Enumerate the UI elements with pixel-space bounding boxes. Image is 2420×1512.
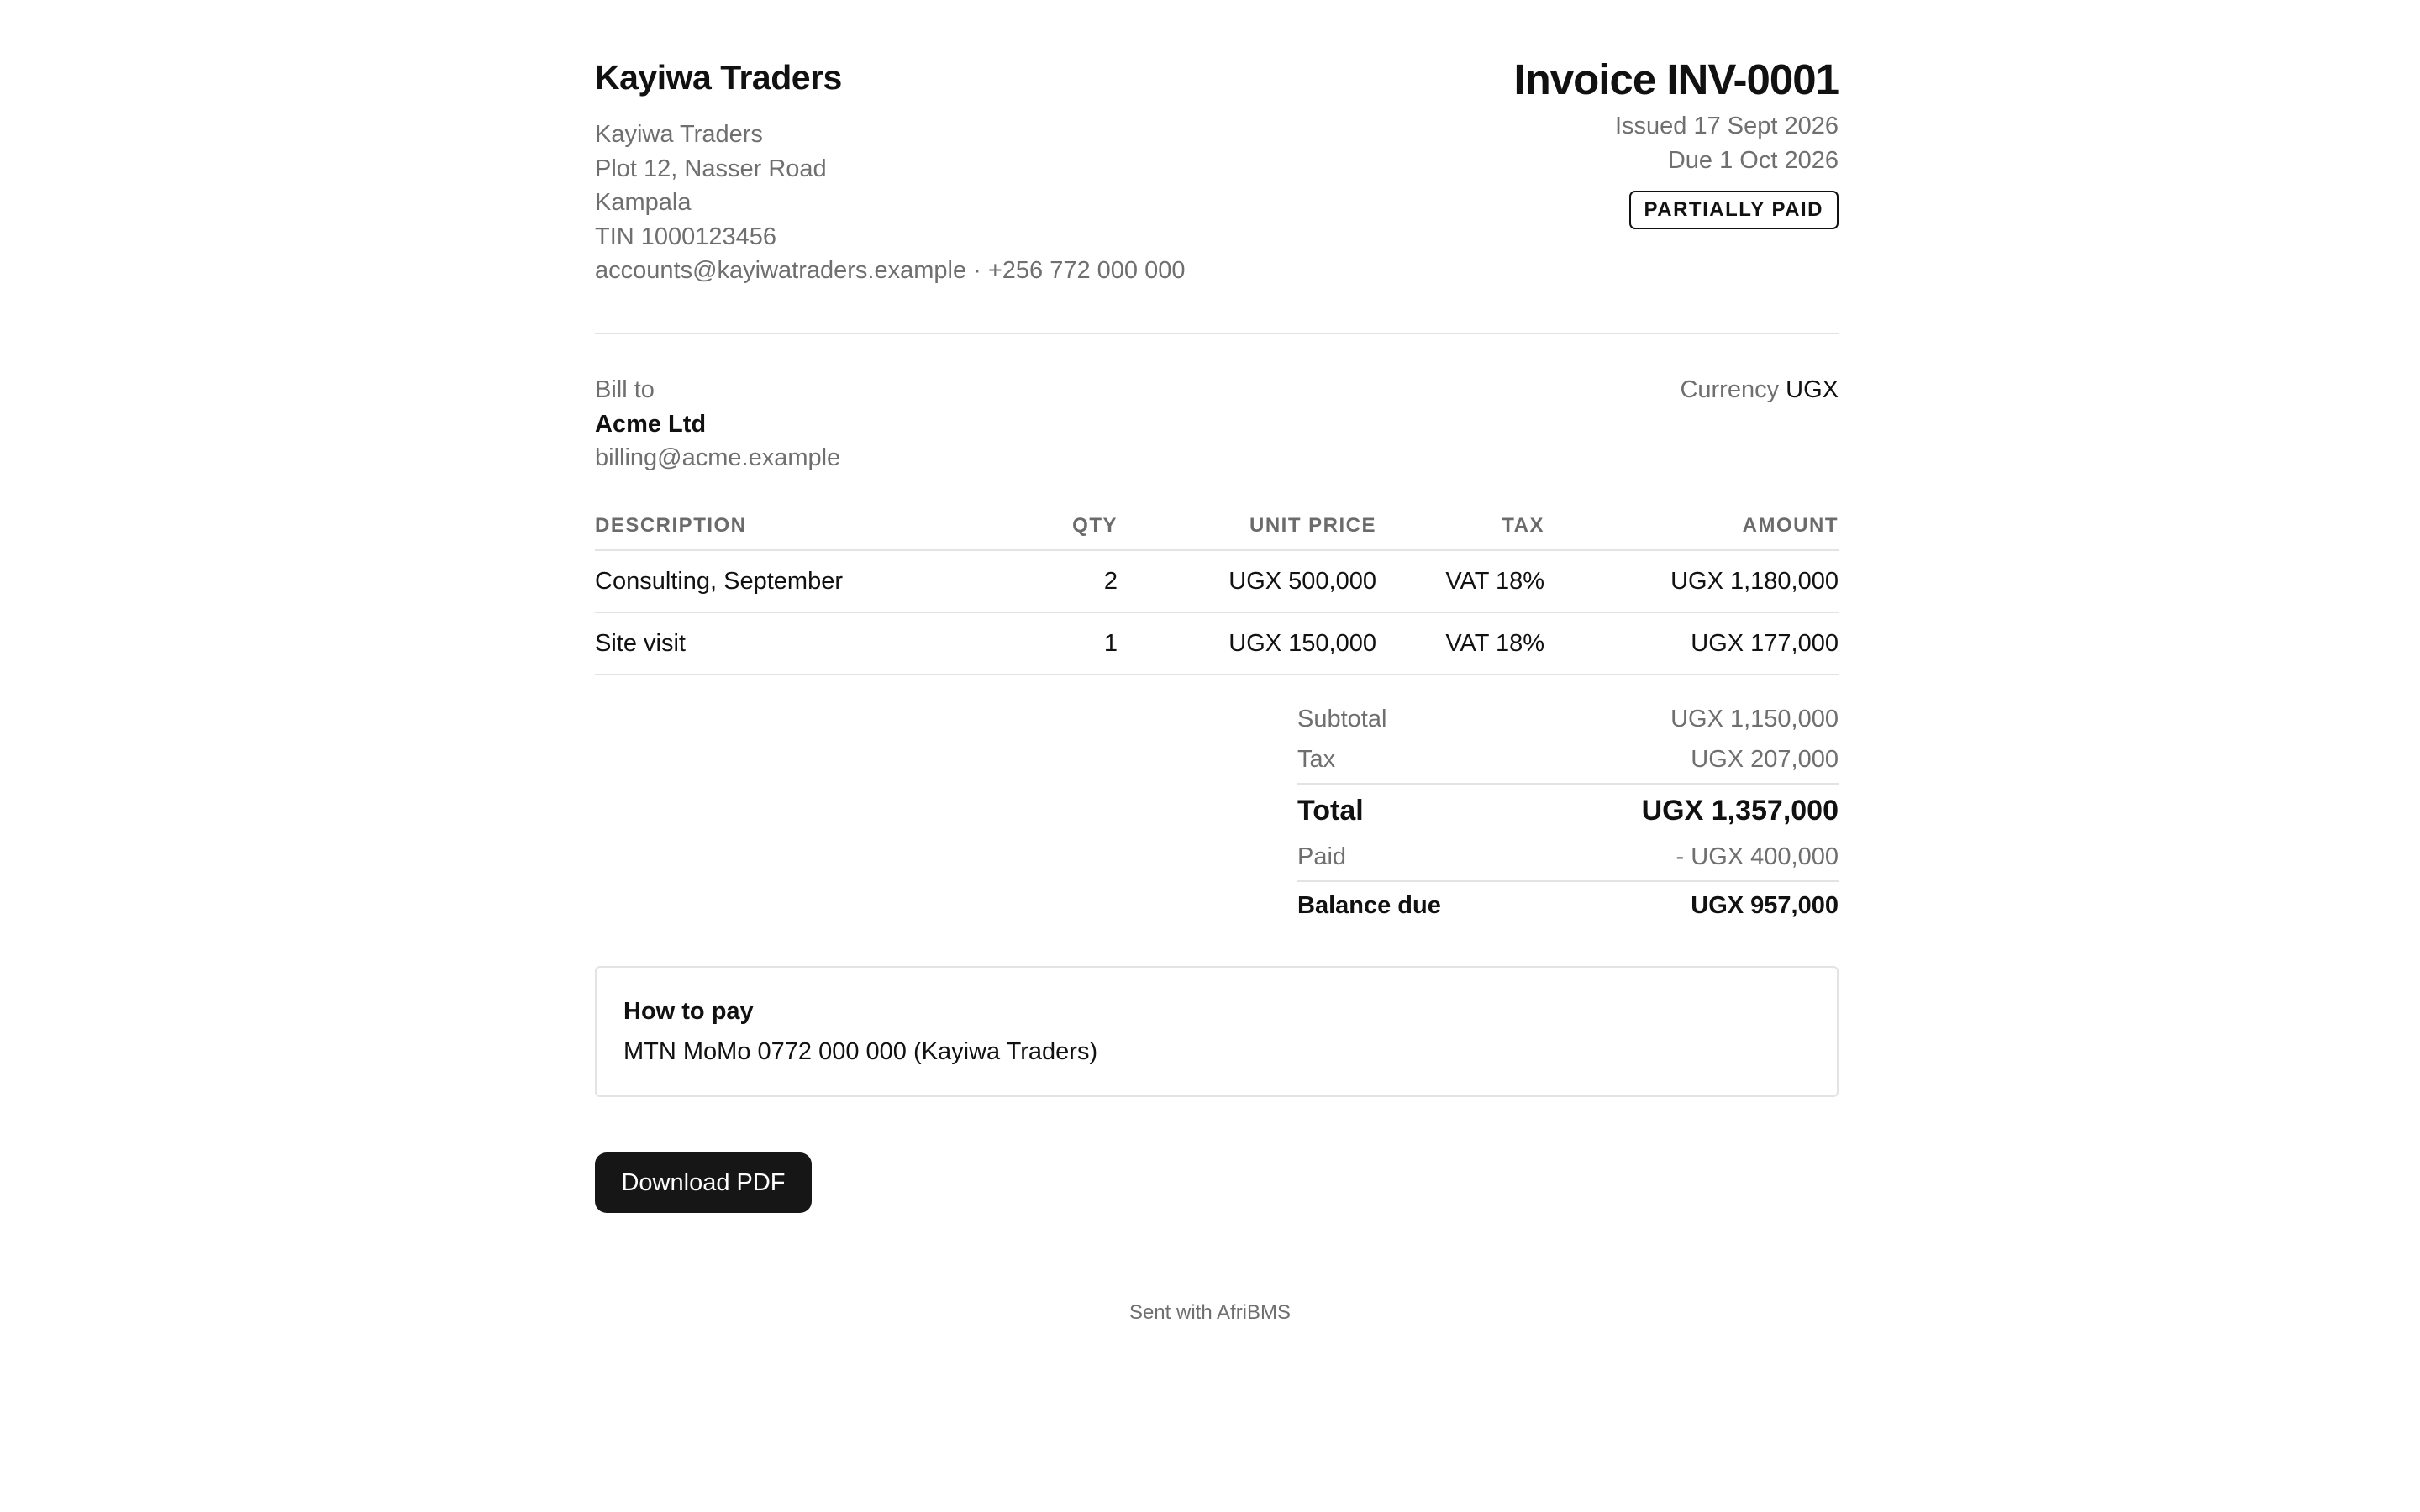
total-row: [1297, 783, 1839, 837]
seller-tin: TIN 1000123456: [595, 223, 777, 250]
balance-due-value: UGX 957,000: [1691, 891, 1839, 919]
footer-text: Sent with AfriBMS: [1128, 1301, 1292, 1324]
item-description: Consulting, September: [595, 550, 948, 612]
item-tax: VAT 18%: [1376, 612, 1544, 675]
header-qty: QTY: [948, 502, 1118, 550]
seller-name-line: Kayiwa Traders: [595, 121, 763, 148]
invoice-title: Invoice INV-0001: [1513, 55, 1839, 103]
paid-label: Paid: [1297, 843, 1347, 870]
totals-block: [1297, 699, 1839, 929]
bill-to-label: Bill to: [595, 376, 655, 403]
customer-name: Acme Ltd: [595, 410, 707, 438]
item-unit-price: UGX 500,000: [1118, 550, 1376, 612]
total-value: UGX 1,357,000: [1641, 794, 1839, 827]
currency-label: Currency: [1680, 376, 1780, 403]
bill-to-section: [595, 334, 1839, 502]
seller-block: [595, 54, 1186, 288]
table-header-row: [595, 502, 1839, 550]
currency-value: UGX: [1786, 376, 1839, 403]
header-unit-price: UNIT PRICE: [1118, 502, 1376, 550]
invoice-header: [595, 0, 1839, 334]
due-date: Due 1 Oct 2026: [1667, 146, 1839, 174]
customer-email: billing@acme.example: [595, 444, 841, 471]
currency-display: [1680, 373, 1839, 407]
paid-value: - UGX 400,000: [1676, 843, 1839, 870]
download-pdf-button[interactable]: Download PDF: [595, 1152, 812, 1213]
balance-due-row: [1297, 880, 1839, 929]
tax-row: [1297, 739, 1839, 780]
item-description: Site visit: [595, 612, 948, 675]
seller-contact: accounts@kayiwatraders.example · +256 772 000 000: [595, 257, 1186, 284]
payment-instructions-card: [595, 966, 1839, 1097]
subtotal-value: UGX 1,150,000: [1670, 705, 1839, 732]
seller-street: Plot 12, Nasser Road: [595, 155, 827, 182]
subtotal-row: [1297, 699, 1839, 739]
balance-due-label: Balance due: [1297, 891, 1441, 919]
total-label: Total: [1297, 794, 1364, 827]
header-description: DESCRIPTION: [595, 502, 948, 550]
item-amount: UGX 177,000: [1544, 612, 1839, 675]
paid-row: [1297, 837, 1839, 877]
invoice-document: [595, 0, 1839, 1213]
item-qty: 2: [948, 550, 1118, 612]
issued-date: Issued 17 Sept 2026: [1614, 113, 1839, 139]
line-items-table: [595, 502, 1839, 675]
item-amount: UGX 1,180,000: [1544, 550, 1839, 612]
item-unit-price: UGX 150,000: [1118, 612, 1376, 675]
bill-to-block: [595, 373, 840, 475]
invoice-meta: [1513, 50, 1839, 229]
seller-city: Kampala: [595, 189, 692, 216]
header-amount: AMOUNT: [1544, 502, 1839, 550]
seller-name: Kayiwa Traders: [595, 58, 842, 97]
tax-value: UGX 207,000: [1691, 745, 1839, 773]
payment-instructions-title: How to pay: [623, 998, 754, 1025]
table-row: [595, 550, 1839, 612]
status-badge: PARTIALLY PAID: [1629, 191, 1839, 229]
subtotal-label: Subtotal: [1297, 705, 1387, 732]
payment-instructions-text: MTN MoMo 0772 000 000 (Kayiwa Traders): [623, 1038, 1098, 1065]
tax-label: Tax: [1297, 745, 1336, 773]
item-tax: VAT 18%: [1376, 550, 1544, 612]
table-row: [595, 612, 1839, 675]
header-tax: TAX: [1376, 502, 1544, 550]
item-qty: 1: [948, 612, 1118, 675]
